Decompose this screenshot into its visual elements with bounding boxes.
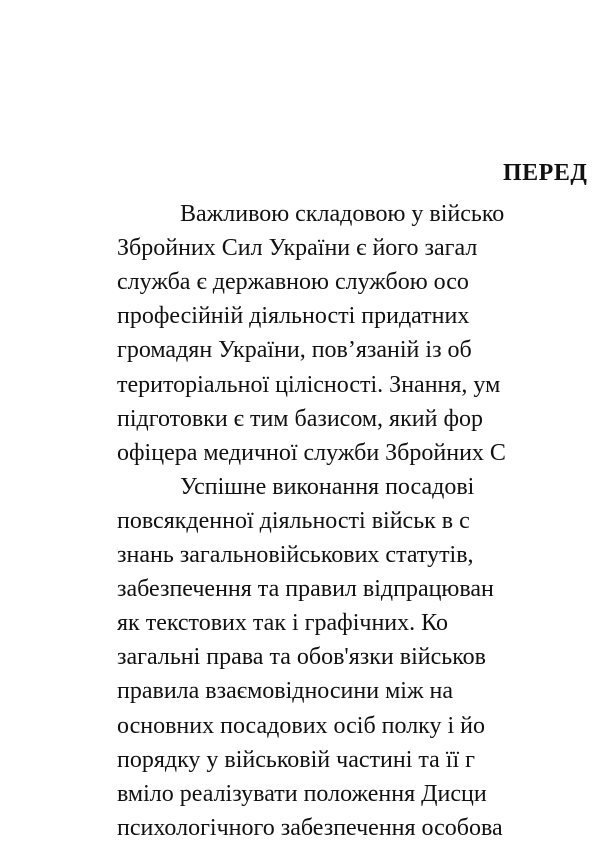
text-line: вміло реалізувати положення Дисци xyxy=(117,780,487,807)
text-line: психологічного забезпечення особова xyxy=(117,814,503,841)
text-line: підготовки є тим базисом, який фор xyxy=(117,405,483,432)
text-line: забезпечення та правил відпрацюван xyxy=(117,576,494,603)
text-line: порядку у військовій частині та її г xyxy=(117,746,475,773)
text-line: офіцера медичної служби Збройних С xyxy=(117,439,506,466)
text-line: як текстових так і графічних. Ко xyxy=(117,610,448,637)
text-line: правила взаємовідносини між на xyxy=(117,678,454,705)
text-line: Збройних Сил України є його загал xyxy=(117,235,478,262)
text-line: основних посадових осіб полку і йо xyxy=(117,712,486,739)
section-heading: ПЕРЕД xyxy=(503,160,588,186)
text-line: повсякденної діяльності військ в с xyxy=(117,507,470,534)
text-line: загальні права та обов'язки військов xyxy=(117,644,486,671)
text-line: служба є державною службою осо xyxy=(117,269,469,296)
text-line: Важливою складовою у військо xyxy=(180,201,505,227)
text-line: громадян України, пов’язаній із об xyxy=(117,337,472,364)
text-line: Успішне виконання посадові xyxy=(180,473,475,500)
text-line: професійній діяльності придатних xyxy=(117,303,470,330)
text-line: територіальної цілісності. Знання, ум xyxy=(117,371,501,398)
text-line: знань загальновійськових статутів, xyxy=(117,542,474,568)
